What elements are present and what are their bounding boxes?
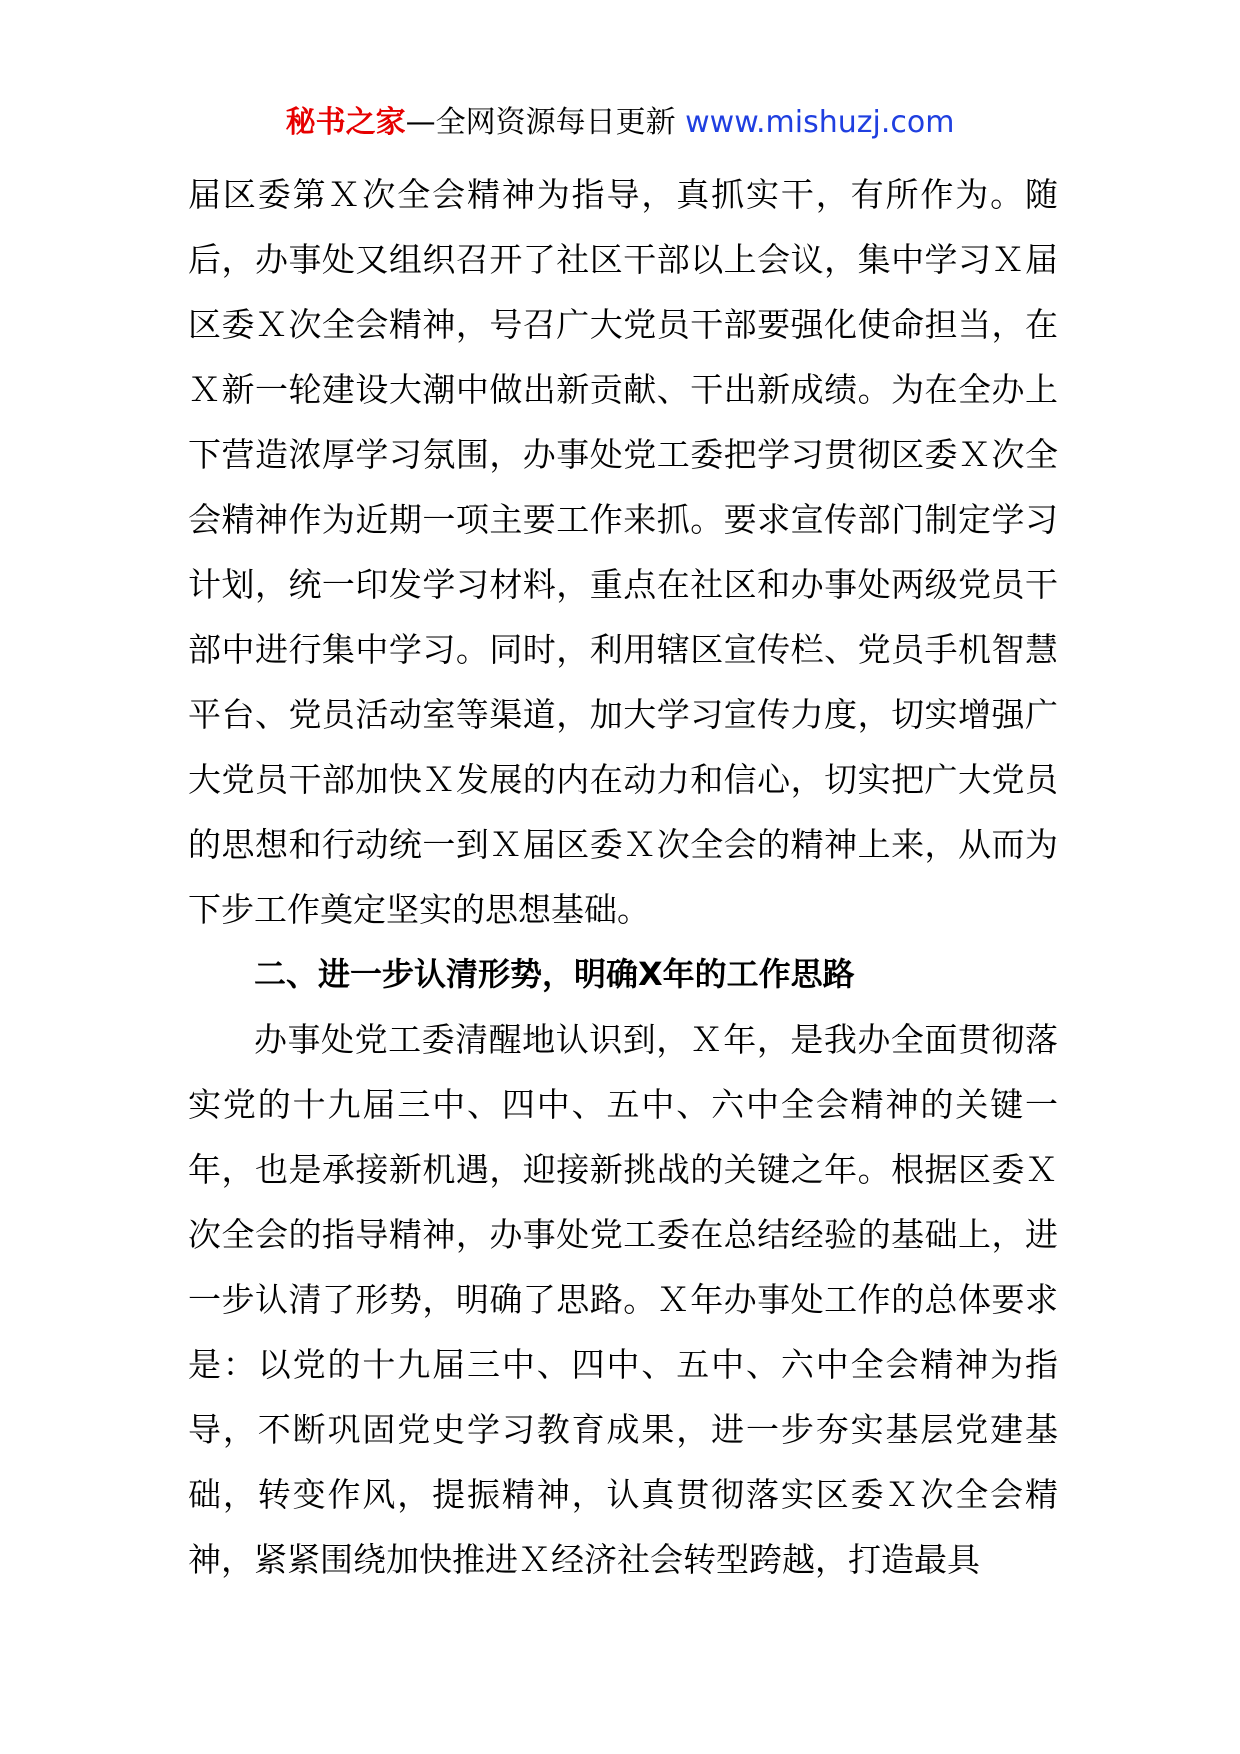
- site-url: www.mishuzj.com: [685, 105, 955, 140]
- paragraph-continued: 届区委第Ｘ次全会精神为指导，真抓实干，有所作为。随后，办事处又组织召开了社区干部以上会议，集中学习Ｘ届区委Ｘ次全会精神，号召广大党员干部要强化使命担当，在Ｘ新一轮建设大潮中做出新贡献、干出新成绩。为在全办上下营造浓厚学习氛围，办事处党工委把学习贯彻区委Ｘ次全会精神作为近期一项主要工作来抓。要求宣传部门制定学习计划，统一印发学习材料，重点在社区和办事处两级党员干部中进行集中学习。同时，利用辖区宣传栏、党员手机智慧平台、党员活动室等渠道，加大学习宣传力度，切实增强广大党员干部加快Ｘ发展的内在动力和信心，切实把广大党员的思想和行动统一到Ｘ届区委Ｘ次全会的精神上来，从而为下步工作奠定坚实的思想基础。: [188, 175, 1058, 929]
- brand-name: 秘书之家: [285, 105, 406, 140]
- document-body: [188, 162, 1058, 1592]
- watermark-header: [0, 98, 1240, 148]
- section-heading: 二、进一步认清形势，明确X年的工作思路: [254, 955, 855, 993]
- paragraph: 办事处党工委清醒地认识到，Ｘ年，是我办全面贯彻落实党的十九届三中、四中、五中、六中全会精神的关键一年，也是承接新机遇，迎接新挑战的关键之年。根据区委Ｘ次全会的指导精神，办事处党工委在总结经验的基础上，进一步认清了形势，明确了思路。Ｘ年办事处工作的总体要求是：以党的十九届三中、四中、五中、六中全会精神为指导，不断巩固党史学习教育成果，进一步夯实基层党建基础，转变作风，提振精神，认真贯彻落实区委Ｘ次全会精神，紧紧围绕加快推进Ｘ经济社会转型跨越，打造最具: [188, 1020, 1058, 1579]
- header-slogan: —全网资源每日更新: [405, 105, 676, 140]
